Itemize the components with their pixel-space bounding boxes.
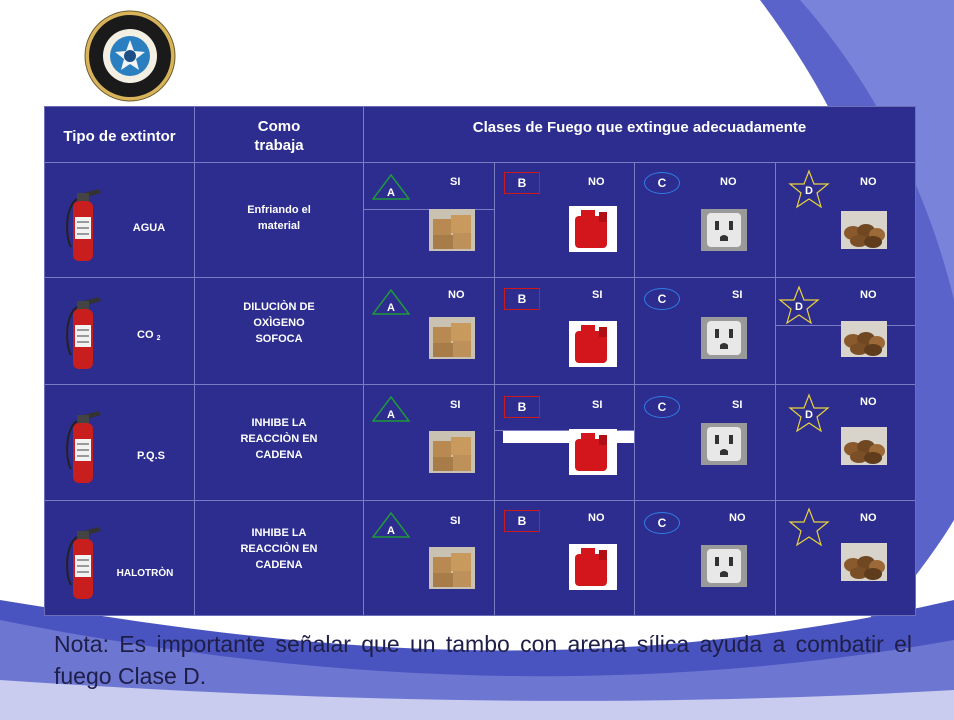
gas-can-icon xyxy=(569,321,617,367)
metal-coils-icon xyxy=(841,211,887,249)
subscript: 2 xyxy=(156,335,161,342)
wood-boxes-icon xyxy=(429,209,475,251)
grid-line xyxy=(45,384,915,385)
class-d-letter: D xyxy=(805,185,813,197)
grid-line xyxy=(45,162,915,163)
class-b-badge: B xyxy=(504,288,540,310)
fire-extinguisher-icon xyxy=(61,525,105,601)
class-a-icon xyxy=(372,174,410,200)
electrical-outlet-icon xyxy=(701,209,747,251)
grid-line xyxy=(775,162,776,615)
class-b-badge: B xyxy=(504,396,540,418)
class-c-badge: C xyxy=(644,288,680,310)
class-c-badge: C xyxy=(644,172,680,194)
class-a-letter: A xyxy=(387,525,395,537)
class-c-badge: C xyxy=(644,512,680,534)
fire-extinguisher-icon xyxy=(61,295,105,371)
class-a-value: SI xyxy=(450,399,461,411)
class-d-icon xyxy=(787,393,831,433)
how-line: CADENA xyxy=(255,449,303,461)
class-d-letter: D xyxy=(795,301,803,313)
class-d-value: NO xyxy=(860,396,877,408)
how-line: INHIBE LA xyxy=(251,417,307,429)
header-classes: Clases de Fuego que extingue adecuadamente xyxy=(472,119,807,136)
class-d-value: NO xyxy=(860,512,877,524)
electrical-outlet-icon xyxy=(701,545,747,587)
class-d-icon xyxy=(787,169,831,209)
class-b-value: NO xyxy=(588,176,605,188)
class-c-value: SI xyxy=(732,399,743,411)
grid-line xyxy=(45,500,915,501)
class-d-letter: D xyxy=(805,409,813,421)
header-type: Tipo de extintor xyxy=(63,128,176,145)
header-how-line1: Como xyxy=(257,118,301,135)
extinguisher-name: HALOTRÒN xyxy=(116,568,174,579)
how-line: REACCIÒN EN xyxy=(240,433,318,445)
class-c-value: NO xyxy=(720,176,737,188)
how-line: Enfriando el xyxy=(247,204,311,216)
extinguisher-name: CO 2 xyxy=(137,329,161,342)
wood-boxes-icon xyxy=(429,547,475,589)
grid-line xyxy=(494,162,495,615)
class-d-value: NO xyxy=(860,176,877,188)
company-logo xyxy=(84,10,176,102)
class-b-value: NO xyxy=(588,512,605,524)
header-how-line2: trabaja xyxy=(254,137,304,154)
how-line: INHIBE LA xyxy=(251,527,307,539)
class-a-icon xyxy=(372,512,410,538)
class-a-icon xyxy=(372,396,410,422)
class-d-icon xyxy=(787,507,831,547)
electrical-outlet-icon xyxy=(701,423,747,465)
class-a-letter: A xyxy=(387,302,395,314)
gas-can-icon xyxy=(569,429,617,475)
how-line: OXÌGENO xyxy=(253,317,305,329)
gas-can-icon xyxy=(569,206,617,252)
grid-line xyxy=(634,162,635,615)
class-c-value: SI xyxy=(732,289,743,301)
grid-line xyxy=(363,107,364,615)
class-c-badge: C xyxy=(644,396,680,418)
electrical-outlet-icon xyxy=(701,317,747,359)
grid-line xyxy=(45,277,915,278)
gas-can-icon xyxy=(569,544,617,590)
how-line: material xyxy=(257,220,301,232)
wood-boxes-icon xyxy=(429,431,475,473)
metal-coils-icon xyxy=(841,321,887,357)
how-line: CADENA xyxy=(255,559,303,571)
wood-boxes-icon xyxy=(429,317,475,359)
class-c-value: NO xyxy=(729,512,746,524)
metal-coils-icon xyxy=(841,427,887,465)
extinguisher-name: P.Q.S xyxy=(137,450,165,462)
how-line: DILUCIÒN DE xyxy=(243,301,315,313)
how-line: REACCIÒN EN xyxy=(240,543,318,555)
class-b-value: SI xyxy=(592,399,603,411)
class-b-badge: B xyxy=(504,510,540,532)
class-a-value: SI xyxy=(450,176,461,188)
class-d-value: NO xyxy=(860,289,877,301)
class-d-icon xyxy=(777,285,821,325)
note-text: Nota: Es importante señalar que un tambo con arena sílica ayuda a combatir el fuego Clase D. xyxy=(54,631,912,689)
fire-extinguisher-icon xyxy=(61,187,105,263)
class-a-value: NO xyxy=(448,289,465,301)
class-a-letter: A xyxy=(387,187,395,199)
extinguisher-table xyxy=(44,106,916,616)
fire-extinguisher-icon xyxy=(61,409,105,485)
extinguisher-name: AGUA xyxy=(132,222,166,234)
class-b-badge: B xyxy=(504,172,540,194)
how-line: SOFOCA xyxy=(255,333,303,345)
class-b-value: SI xyxy=(592,289,603,301)
class-a-icon xyxy=(372,289,410,315)
class-a-value: SI xyxy=(450,515,461,527)
class-a-letter: A xyxy=(387,409,395,421)
metal-coils-icon xyxy=(841,543,887,581)
